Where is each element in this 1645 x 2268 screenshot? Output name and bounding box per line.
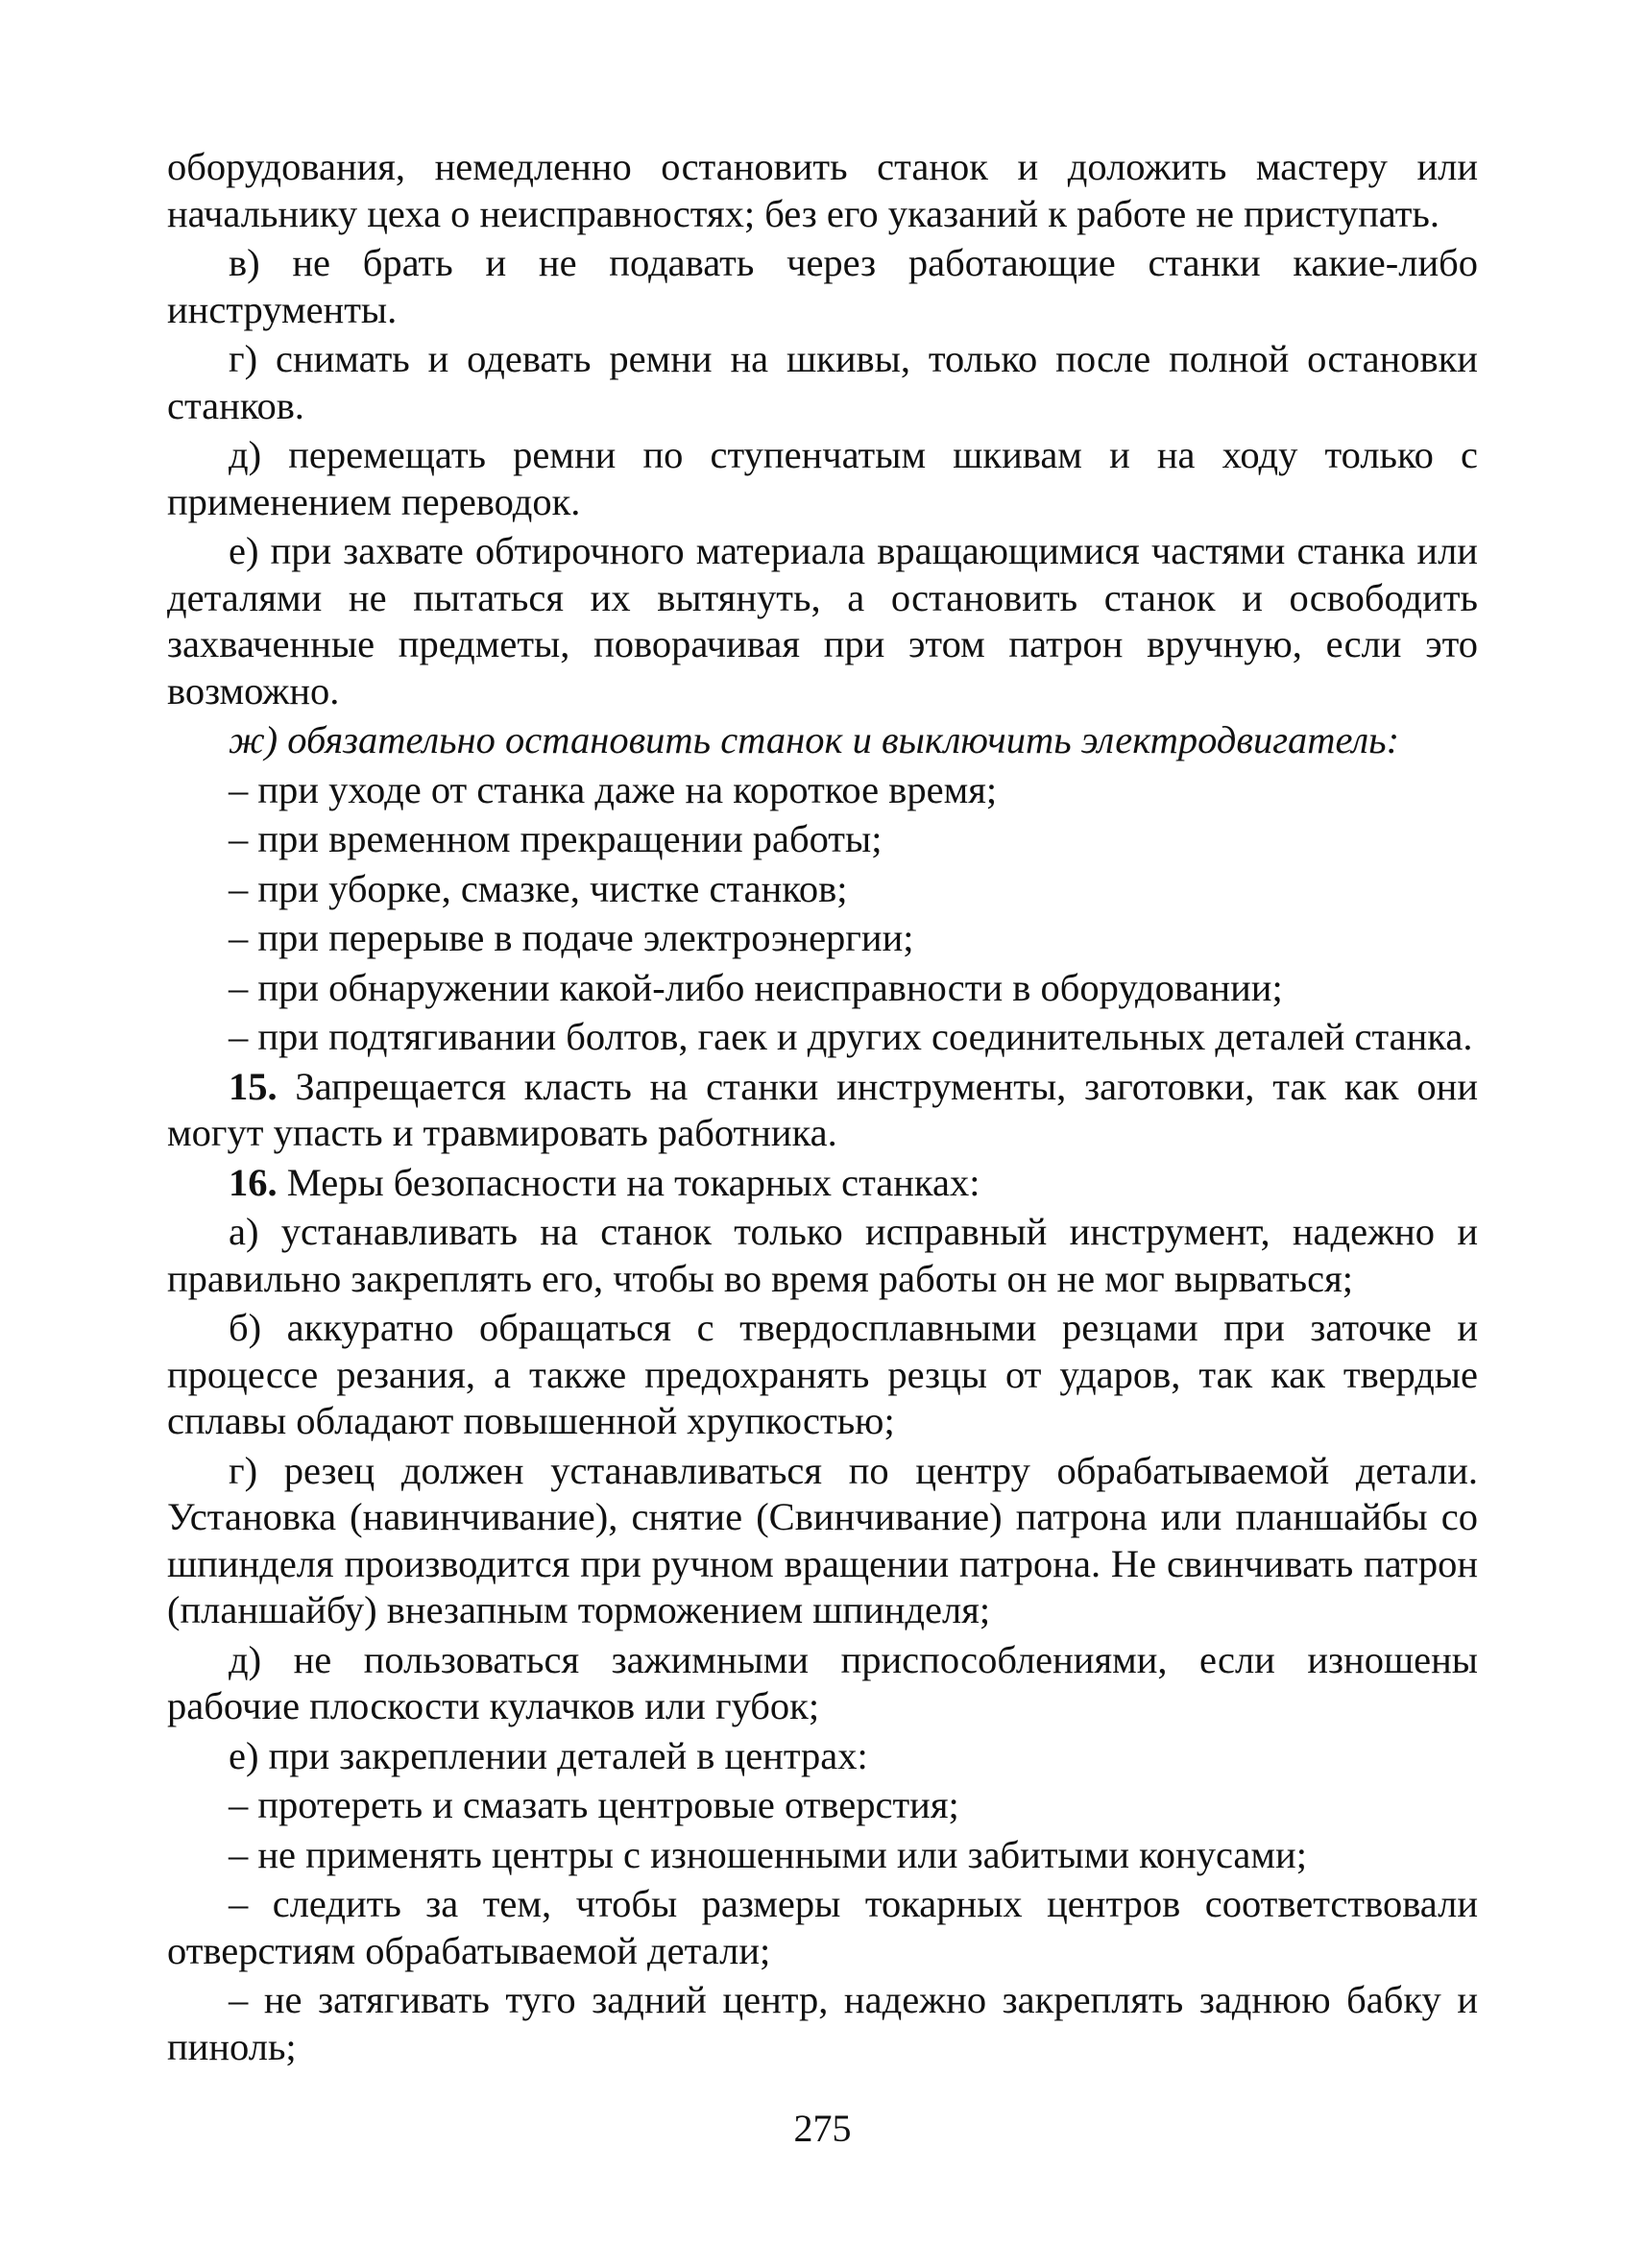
paragraph-text: а) устанавливать на станок только исправный инструмент, надежно и правильно закреплять его, чтобы во время работы он не мог вырваться; <box>167 1210 1478 1300</box>
list-item-text: – протереть и смазать центровые отверстия; <box>229 1783 959 1826</box>
paragraph <box>167 144 1478 237</box>
list-item-text: – при перерыве в подаче электроэнергии; <box>229 916 914 959</box>
paragraph-text: в) не брать и не подавать через работающие станки какие-либо инструменты. <box>167 241 1478 331</box>
list-item <box>167 764 1478 814</box>
paragraph <box>167 1634 1478 1730</box>
numbered-paragraph <box>167 1157 1478 1207</box>
paragraph-italic <box>167 714 1478 764</box>
list-item <box>167 962 1478 1012</box>
paragraph-text: ж) обязательно остановить станок и выключить электродвигатель: <box>229 718 1400 761</box>
list-item <box>167 1779 1478 1829</box>
list-item-text: – при подтягивании болтов, гаек и других соединительных деталей станка. <box>229 1015 1473 1058</box>
paragraph <box>167 237 1478 333</box>
paragraph-text: д) не пользоваться зажимными приспособлениями, если изношены рабочие плоскости кулачков или губок; <box>167 1637 1478 1727</box>
list-item-text: – при уборке, смазке, чистке станков; <box>229 866 848 910</box>
paragraph <box>167 1730 1478 1780</box>
paragraph <box>167 1206 1478 1302</box>
list-item <box>167 1878 1478 1974</box>
list-item <box>167 912 1478 962</box>
paragraph-text: е) при захвате обтирочного материала вращающимися частями станка или деталями не пытаться их вытянуть, а остановить станок и освободить захваченные предметы, поворачивая при этом патрон вручную, если это возможно. <box>167 529 1478 712</box>
list-item <box>167 863 1478 913</box>
list-item-text: – следить за тем, чтобы размеры токарных центров соответствовали отверстиям обрабатываемой детали; <box>167 1882 1478 1972</box>
page-number: 275 <box>793 2107 852 2150</box>
paragraph-text: д) перемещать ремни по ступенчатым шкивам и на ходу только с применением переводок. <box>167 433 1478 523</box>
paragraph-text: б) аккуратно обращаться с твердосплавными резцами при заточке и процессе резания, а также предохранять резцы от ударов, так как твердые сплавы обладают повышенной хрупкостью; <box>167 1306 1478 1442</box>
list-item-text: – при уходе от станка даже на короткое время; <box>229 767 998 811</box>
list-item-text: – при временном прекращении работы; <box>229 817 883 860</box>
paragraph <box>167 1302 1478 1445</box>
paragraph-number: 16. <box>229 1160 278 1204</box>
paragraph <box>167 525 1478 714</box>
list-item-text: – не затягивать туго задний центр, надежно закреплять заднюю бабку и пиноль; <box>167 1978 1478 2068</box>
paragraph <box>167 333 1478 429</box>
paragraph-text: г) резец должен устанавливаться по центру обрабатываемой детали. Установка (навинчивание), снятие (Свинчивание) патрона или планшайбы со шпинделя производится при ручном вращении патрона. Не свинчивать патрон (планшайбу) внезапным торможением шпинделя; <box>167 1448 1478 1631</box>
paragraph-number: 15. <box>229 1064 278 1108</box>
page-body <box>167 144 1478 2070</box>
list-item-text: – не применять центры с изношенными или забитыми конусами; <box>229 1832 1307 1876</box>
numbered-paragraph <box>167 1061 1478 1157</box>
paragraph <box>167 1445 1478 1634</box>
list-item <box>167 1829 1478 1879</box>
paragraph-text: оборудования, немедленно остановить станок и доложить мастеру или начальнику цеха о неисправностях; без его указаний к работе не приступать. <box>167 145 1478 235</box>
paragraph-text: Запрещается класть на станки инструменты, заготовки, так как они могут упасть и травмировать работника. <box>167 1064 1478 1154</box>
paragraph-text: е) при закреплении деталей в центрах: <box>229 1733 868 1777</box>
list-item <box>167 1011 1478 1061</box>
list-item <box>167 813 1478 863</box>
paragraph <box>167 429 1478 525</box>
list-item <box>167 1974 1478 2070</box>
paragraph-text: г) снимать и одевать ремни на шкивы, только после полной остановки станков. <box>167 337 1478 427</box>
list-item-text: – при обнаружении какой-либо неисправности в оборудовании; <box>229 965 1283 1009</box>
paragraph-text: Меры безопасности на токарных станках: <box>277 1160 980 1204</box>
